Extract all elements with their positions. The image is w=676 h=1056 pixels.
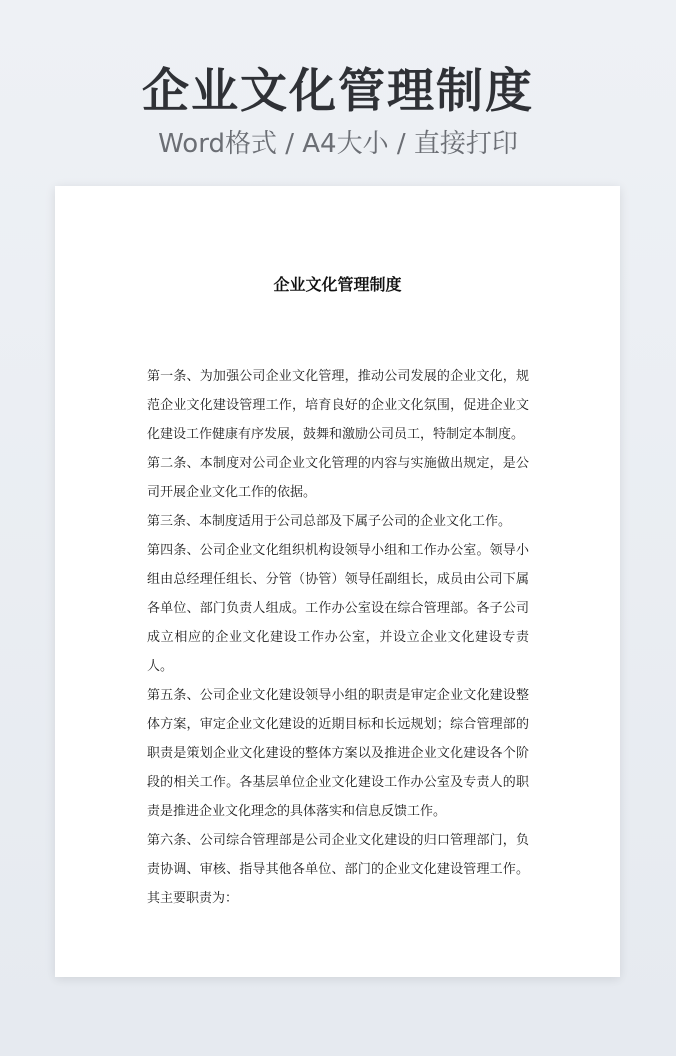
article-6: 第六条、公司综合管理部是公司企业文化建设的归口管理部门，负责协调、审核、指导其他各单位、部门的企业文化建设管理工作。其主要职责为： [147, 833, 529, 906]
document-title: 企业文化管理制度 [273, 275, 402, 294]
article-1: 第一条、为加强公司企业文化管理，推动公司发展的企业文化，规范企业文化建设管理工作，培育良好的企业文化氛围，促进企业文化建设工作健康有序发展，鼓舞和激励公司员工，特制定本制度。 [147, 369, 529, 442]
article-4: 第四条、公司企业文化组织机构设领导小组和工作办公室。领导小组由总经理任组长、分管（协管）领导任副组长，成员由公司下属各单位、部门负责人组成。工作办公室设在综合管理部。各子公司成立相应的企业文化建设工作办公室，并设立企业文化建设专责人。 [147, 543, 529, 674]
document-page [55, 186, 620, 977]
banner [0, 60, 676, 162]
article-2: 第二条、本制度对公司企业文化管理的内容与实施做出规定，是公司开展企业文化工作的依据。 [147, 456, 529, 500]
article-3: 第三条、本制度适用于公司总部及下属子公司的企业文化工作。 [147, 514, 512, 529]
banner-title: 企业文化管理制度 [142, 64, 534, 119]
banner-subtitle: Word格式 / A4大小 / 直接打印 [158, 129, 518, 159]
document-body [147, 362, 529, 913]
article-5: 第五条、公司企业文化建设领导小组的职责是审定企业文化建设整体方案，审定企业文化建设的近期目标和长远规划；综合管理部的职责是策划企业文化建设的整体方案以及推进企业文化建设各个阶段的相关工作。各基层单位企业文化建设工作办公室及专责人的职责是推进企业文化理念的具体落实和信息反馈工作。 [147, 688, 529, 819]
